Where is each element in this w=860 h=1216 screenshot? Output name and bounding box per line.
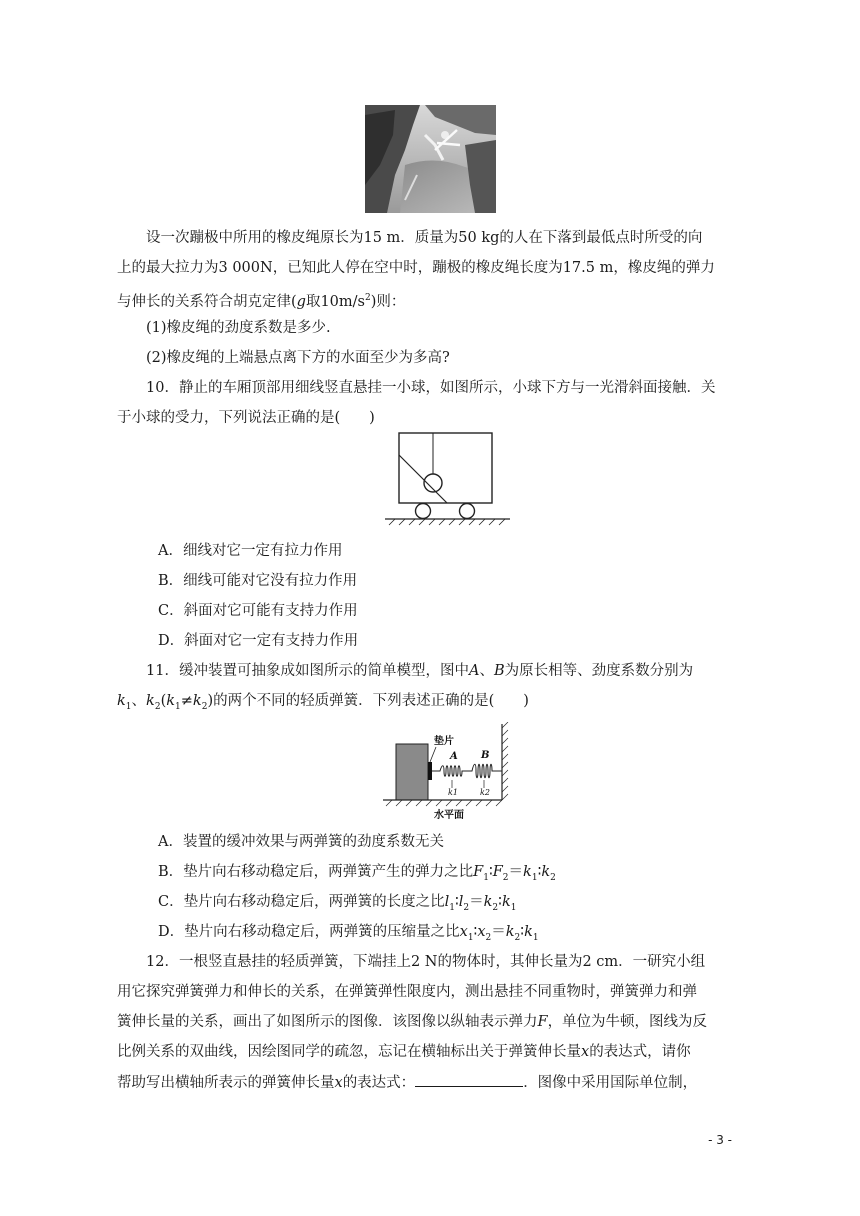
spring-a-label: A	[450, 751, 458, 762]
p9-question-1: (1)橡皮绳的劲度系数是多少.	[146, 320, 331, 336]
pad-label: 垫片	[434, 736, 454, 747]
p12-line-4: 比例关系的双曲线，因绘图同学的疏忽，忘记在横轴标出关于弹簧伸长量x的表达式，请你	[117, 1044, 691, 1060]
p10-option-a: A．细线对它一定有拉力作用	[158, 543, 343, 559]
p12-line-3: 簧伸长量的关系，画出了如图所示的图像．该图像以纵轴表示弹力F，单位为牛顿，图线为反	[117, 1014, 708, 1030]
p9-line-3: 与伸长的关系符合胡克定律(g取$10m/s^2$)则：	[117, 293, 406, 310]
p11-option-a: A．装置的缓冲效果与两弹簧的劲度系数无关	[158, 834, 444, 850]
p10-option-c: C．斜面对它可能有支持力作用	[158, 603, 358, 619]
p10-option-d: D．斜面对它一定有支持力作用	[158, 633, 359, 649]
p10-option-b: B．细线可能对它没有拉力作用	[158, 573, 358, 589]
p10-line-2: 于小球的受力，下列说法正确的是( )	[117, 410, 375, 426]
page-number: - 3 -	[708, 1133, 732, 1147]
p11-line-2: $k_1$、$k_2(k_1\ne k_2)$的两个不同的轻质弹簧．下列表述正确的是( )	[117, 693, 529, 712]
spring-b-label: B	[481, 750, 490, 761]
p12-line-2: 用它探究弹簧弹力和伸长的关系，在弹簧弹性限度内，测出悬挂不同重物时，弹簧弹力和弹	[117, 984, 697, 1000]
bungee-photo	[365, 105, 496, 213]
p11-option-b: B．垫片向右移动稳定后，两弹簧产生的弹力之比$F_1∶F_2=k_1∶k_2$	[158, 864, 556, 883]
k2-label: k2	[480, 788, 490, 797]
p9-line-2: 上的最大拉力为3 000N，已知此人停在空中时，蹦极的橡皮绳长度为17.5 m，橡皮绳的弹力	[117, 260, 715, 276]
p10-line-1: 10．静止的车厢顶部用细线竖直悬挂一小球，如图所示，小球下方与一光滑斜面接触．关	[146, 380, 716, 396]
k1-label: k1	[448, 788, 458, 797]
carriage-figure	[385, 430, 515, 526]
p11-option-d: D．垫片向右移动稳定后，两弹簧的压缩量之比$x_1∶x_2=k_2∶k_1$	[158, 924, 539, 943]
buffer-figure	[378, 722, 518, 822]
p9-question-2: (2)橡皮绳的上端悬点离下方的水面至少为多高?	[146, 350, 450, 366]
p9-line-1: 设一次蹦极中所用的橡皮绳原长为15 m．质量为50 kg的人在下落到最低点时所受的向	[146, 230, 703, 246]
p12-line-1: 12．一根竖直悬挂的轻质弹簧，下端挂上2 N的物体时，其伸长量为2 cm．一研究小组	[146, 954, 706, 970]
p11-option-c: C．垫片向右移动稳定后，两弹簧的长度之比$l_1∶l_2=k_2∶k_1$	[158, 894, 517, 913]
answer-blank	[415, 1072, 523, 1087]
ground-label: 水平面	[434, 810, 464, 821]
p11-line-1: 11．缓冲装置可抽象成如图所示的简单模型，图中A、B为原长相等、劲度系数分别为	[146, 663, 694, 679]
p12-line-5: 帮助写出横轴所表示的弹簧伸长量x的表达式： ．图像中采用国际单位制，	[117, 1072, 757, 1093]
